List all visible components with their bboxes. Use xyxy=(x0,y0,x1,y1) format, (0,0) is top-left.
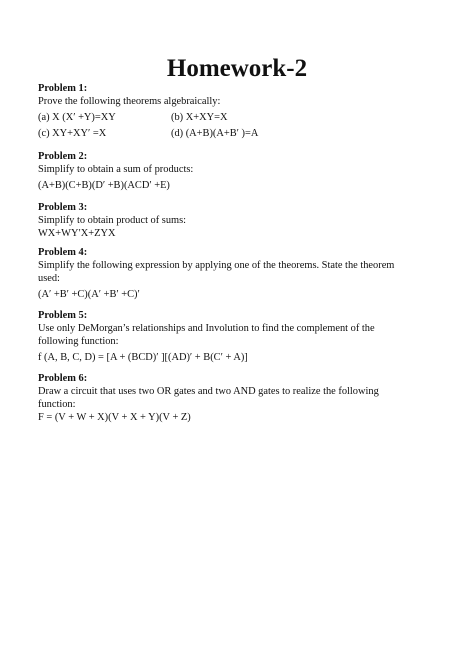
problem-3-intro: Simplify to obtain product of sums: xyxy=(38,215,187,226)
problem-5-intro-line-2: following function: xyxy=(38,336,119,347)
problem-3 xyxy=(38,201,438,240)
problem-4-intro-line-2: used: xyxy=(38,273,60,284)
page-title: Homework-2 xyxy=(166,55,308,82)
problem-1-item-d: (d) (A+B)(A+B′ )=A xyxy=(171,128,259,139)
problem-2-expression: (A+B)(C+B)(D′ +B)(ACD′ +E) xyxy=(38,180,170,191)
problem-4-heading: Problem 4: xyxy=(38,247,88,258)
problem-1-heading: Problem 1: xyxy=(38,83,88,94)
problem-1-row-2 xyxy=(38,127,438,140)
problem-2-intro: Simplify to obtain a sum of products: xyxy=(38,164,194,175)
problem-6-intro-line-2: function: xyxy=(38,399,76,410)
problem-2 xyxy=(38,150,438,192)
problem-1-row-1 xyxy=(38,111,438,124)
problem-4-expression: (A′ +B′ +C)(A′ +B′ +C)′ xyxy=(38,289,140,300)
problem-3-heading: Problem 3: xyxy=(38,202,88,213)
problem-3-expression: WX+WY′X+ZYX xyxy=(38,228,116,239)
problem-6 xyxy=(38,372,438,424)
problem-1-item-c: (c) XY+XY′ =X xyxy=(38,128,107,139)
problem-1-intro: Prove the following theorems algebraically: xyxy=(38,96,221,107)
problem-4-intro-line-1: Simplify the following expression by applying one of the theorems. State the theorem xyxy=(38,260,395,271)
problem-6-heading: Problem 6: xyxy=(38,373,88,384)
problem-5 xyxy=(38,309,438,364)
problem-5-expression: f (A, B, C, D) = [A + (BCD)′ ][(AD)′ + B(C′ + A)] xyxy=(38,352,248,363)
problem-4 xyxy=(38,246,438,301)
problem-5-intro-line-1: Use only DeMorgan’s relationships and Involution to find the complement of the xyxy=(38,323,375,334)
problem-1 xyxy=(38,82,438,140)
problem-1-item-a: (a) X (X′ +Y)=XY xyxy=(38,112,116,123)
problem-1-item-b: (b) X+XY=X xyxy=(171,112,228,123)
problem-2-heading: Problem 2: xyxy=(38,151,88,162)
problem-6-expression: F = (V + W + X)(V + X + Y)(V + Z) xyxy=(38,412,191,423)
problem-5-heading: Problem 5: xyxy=(38,310,88,321)
problem-6-intro-line-1: Draw a circuit that uses two OR gates and two AND gates to realize the following xyxy=(38,386,379,397)
